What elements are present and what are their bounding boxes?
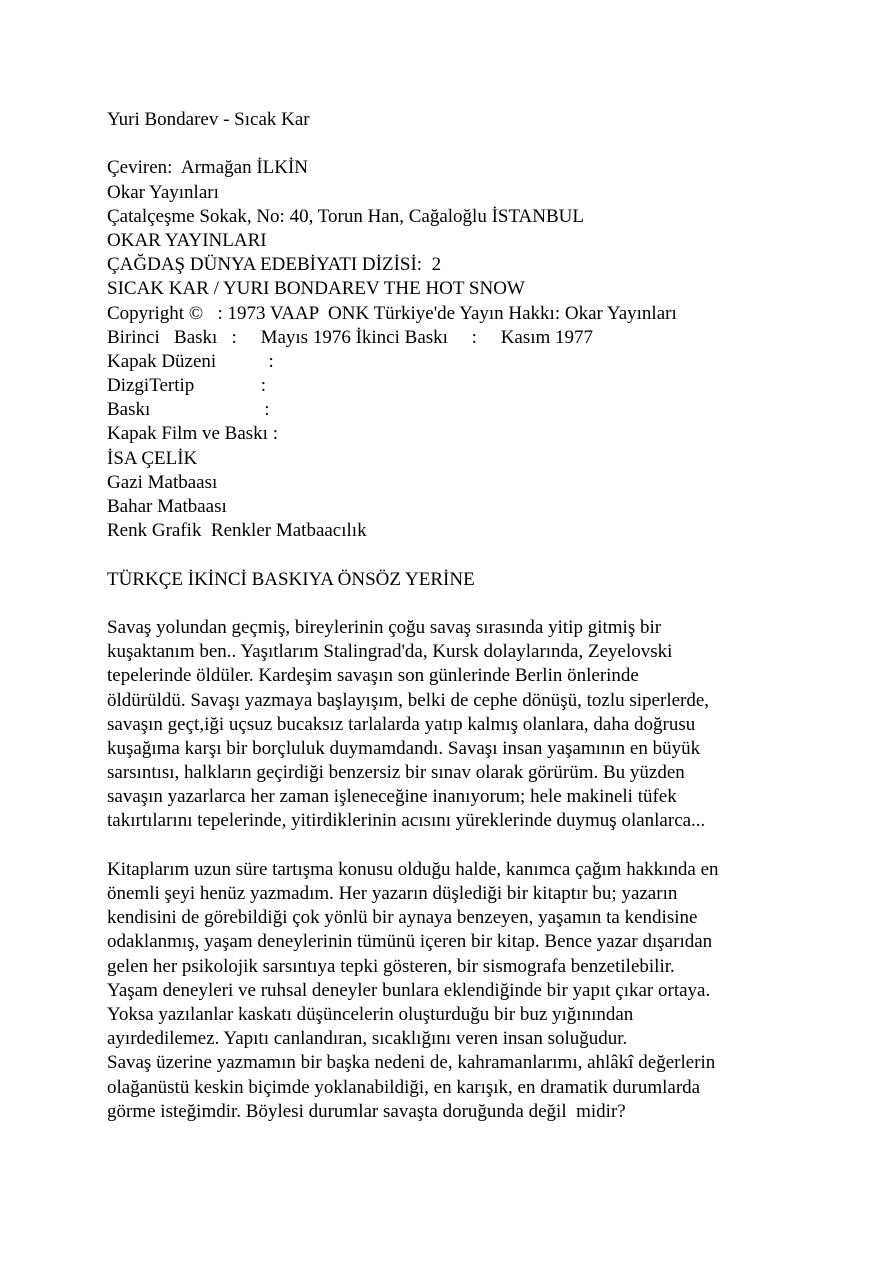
paragraph-1 (107, 616, 797, 834)
colophon-block (107, 156, 797, 543)
colophon-cover-design: Kapak Düzeni : (107, 350, 274, 372)
colophon-editions: Birinci Baskı : Mayıs 1976 İkinci Baskı : Kasım 1977 (107, 326, 594, 348)
colophon-press-2: Bahar Matbaası (107, 496, 227, 517)
paragraph-line: Savaş yolundan geçmiş, bireylerinin çoğu savaş sırasında yitip gitmiş bir (107, 616, 662, 638)
colophon-press-3: Renk Grafik Renkler Matbaacılık (107, 520, 367, 542)
spacer (107, 834, 797, 858)
colophon-name: İSA ÇELİK (107, 447, 198, 469)
paragraph-line: kuşağıma karşı bir borçluluk duymamdandı. Savaşı insan yaşamının en büyük (107, 737, 701, 759)
paragraph-line: gelen her psikolojik sarsıntıya tepki gösteren, bir sismografa benzetilebilir. (107, 955, 675, 977)
colophon-typesetting: DizgiTertip : (107, 375, 267, 397)
paragraph-line: sarsıntısı, halkların geçirdiği benzersiz bir sınav olarak görürüm. Bu yüzden (107, 762, 685, 784)
colophon-address: Çatalçeşme Sokak, No: 40, Torun Han, Cağaloğlu İSTANBUL (107, 205, 585, 227)
paragraph-line: öldürüldü. Savaşı yazmaya başlayışım, belki de cephe dönüşü, tozlu siperlerde, (107, 689, 710, 711)
paragraph-line: kendisini de görebildiği çok yönlü bir aynaya benzeyen, yaşamın ta kendisine (107, 907, 698, 929)
colophon-translator: Çeviren: Armağan İLKİN (107, 157, 309, 179)
paragraph-2 (107, 858, 797, 1124)
colophon-cover-film: Kapak Film ve Baskı : (107, 423, 278, 445)
paragraph-line: önemli şeyi henüz yazmadım. Her yazarın düşlediği bir kitaptır bu; yazarın (107, 883, 678, 904)
spacer (107, 543, 797, 567)
spacer (107, 592, 797, 616)
colophon-series: ÇAĞDAŞ DÜNYA EDEBİYATI DİZİSİ: 2 (107, 254, 442, 276)
spacer (107, 132, 797, 156)
paragraph-line: odaklanmış, yaşam deneylerinin tümünü içeren bir kitap. Bence yazar dışarıdan (107, 931, 713, 953)
paragraph-line: olağanüstü keskin biçimde yoklanabildiği, en karışık, en dramatik durumlarda (107, 1076, 701, 1098)
colophon-publisher-caps: OKAR YAYINLARI (107, 229, 267, 251)
document-title: Yuri Bondarev - Sıcak Kar (107, 109, 310, 130)
paragraph-line: kuşaktanım ben.. Yaşıtlarım Stalingrad'da, Kursk dolaylarında, Zeyelovski (107, 641, 673, 663)
paragraph-line: savaşın yazarlarca her zaman işleneceğine inanıyorum; hele makineli tüfek (107, 786, 677, 808)
colophon-copyright: Copyright © : 1973 VAAP ONK Türkiye'de Yayın Hakkı: Okar Yayınları (107, 302, 677, 324)
paragraph-line: ayırdedilemez. Yapıtı canlandıran, sıcaklığını veren insan soluğudur. (107, 1028, 628, 1050)
paragraph-line: Kitaplarım uzun süre tartışma konusu olduğu halde, kanımca çağım hakkında en (107, 858, 719, 880)
section-heading: TÜRKÇE İKİNCİ BASKIYA ÖNSÖZ YERİNE (107, 568, 475, 590)
colophon-publisher: Okar Yayınları (107, 181, 219, 203)
paragraph-line: Yaşam deneyleri ve ruhsal deneyler bunlara eklendiğinde bir yapıt çıkar ortaya. (107, 979, 711, 1001)
colophon-printing: Baskı : (107, 399, 270, 421)
paragraph-line: Yoksa yazılanlar kaskatı düşüncelerin oluşturduğu bir buz yığınından (107, 1003, 634, 1025)
paragraph-line: savaşın geçt,iği uçsuz bucaksız tarlalarda yatıp kalmış olanlara, daha doğrusu (107, 713, 696, 735)
paragraph-line: görme isteğimdir. Böylesi durumlar savaşta doruğunda değil midir? (107, 1100, 626, 1122)
colophon-book-title: SICAK KAR / YURI BONDAREV THE HOT SNOW (107, 278, 525, 300)
paragraph-line: takırtılarını tepelerinde, yitirdiklerinin acısını yüreklerinde duymuş olanlarca... (107, 810, 706, 832)
paragraph-line: tepelerinde öldüler. Kardeşim savaşın son günlerinde Berlin önlerinde (107, 665, 639, 687)
colophon-press-1: Gazi Matbaası (107, 471, 218, 493)
paragraph-line: Savaş üzerine yazmamın bir başka nedeni de, kahramanlarımı, ahlâkî değerlerin (107, 1052, 716, 1074)
document-page (107, 108, 797, 1124)
